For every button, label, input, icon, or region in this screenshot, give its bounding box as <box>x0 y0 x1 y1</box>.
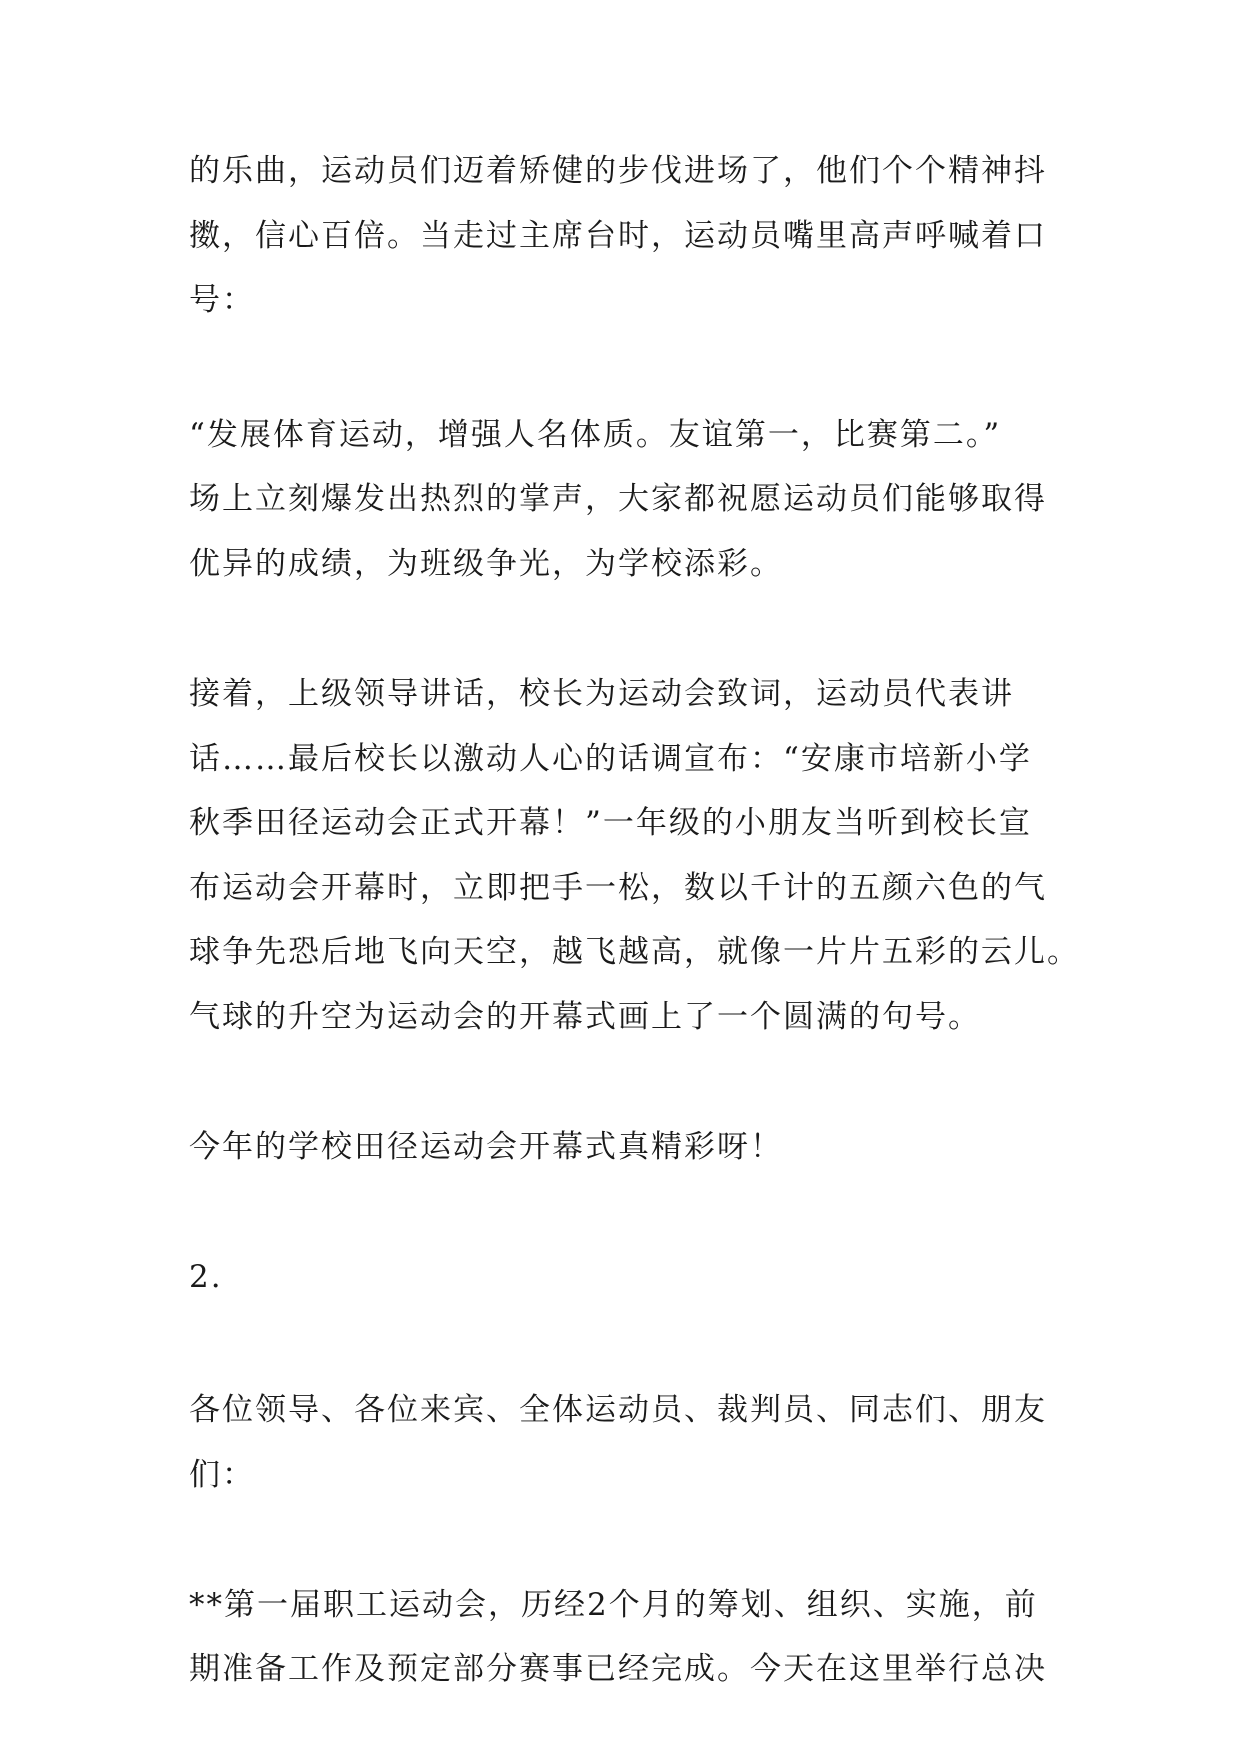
section-number: 2. <box>189 1259 223 1295</box>
paragraph-line: 优异的成绩，为班级争光，为学校添彩。 <box>189 546 783 582</box>
paragraph-line: “发展体育运动，增强人名体质。友谊第一，比赛第二。” <box>189 417 1002 453</box>
paragraph-line: 期准备工作及预定部分赛事已经完成。今天在这里举行总决 <box>189 1651 1047 1687</box>
paragraph-line: **第一届职工运动会，历经2个月的筹划、组织、实施，前 <box>189 1587 1038 1623</box>
paragraph-line: 气球的升空为运动会的开幕式画上了一个圆满的句号。 <box>189 999 981 1035</box>
paragraph-line: 接着，上级领导讲话，校长为运动会致词，运动员代表讲 <box>189 676 1014 712</box>
paragraph-line: 布运动会开幕时，立即把手一松，数以千计的五颜六色的气 <box>189 870 1047 906</box>
paragraph-line: 场上立刻爆发出热烈的掌声，大家都祝愿运动员们能够取得 <box>189 481 1047 517</box>
paragraph-line: 球争先恐后地飞向天空，越飞越高，就像一片片五彩的云儿。 <box>189 934 1080 970</box>
paragraph-line: 的乐曲，运动员们迈着矫健的步伐进场了，他们个个精神抖 <box>189 153 1047 189</box>
paragraph-line: 话……最后校长以激动人心的话调宣布：“安康市培新小学 <box>189 741 1032 777</box>
paragraph-line: 号： <box>189 282 255 318</box>
paragraph-line: 们： <box>189 1457 255 1493</box>
paragraph-line: 秋季田径运动会正式开幕！”一年级的小朋友当听到校长宣 <box>189 805 1032 841</box>
paragraph-line: 今年的学校田径运动会开幕式真精彩呀！ <box>189 1129 783 1165</box>
paragraph-line: 擞，信心百倍。当走过主席台时，运动员嘴里高声呼喊着口 <box>189 218 1047 254</box>
paragraph-line: 各位领导、各位来宾、全体运动员、裁判员、同志们、朋友 <box>189 1392 1047 1428</box>
